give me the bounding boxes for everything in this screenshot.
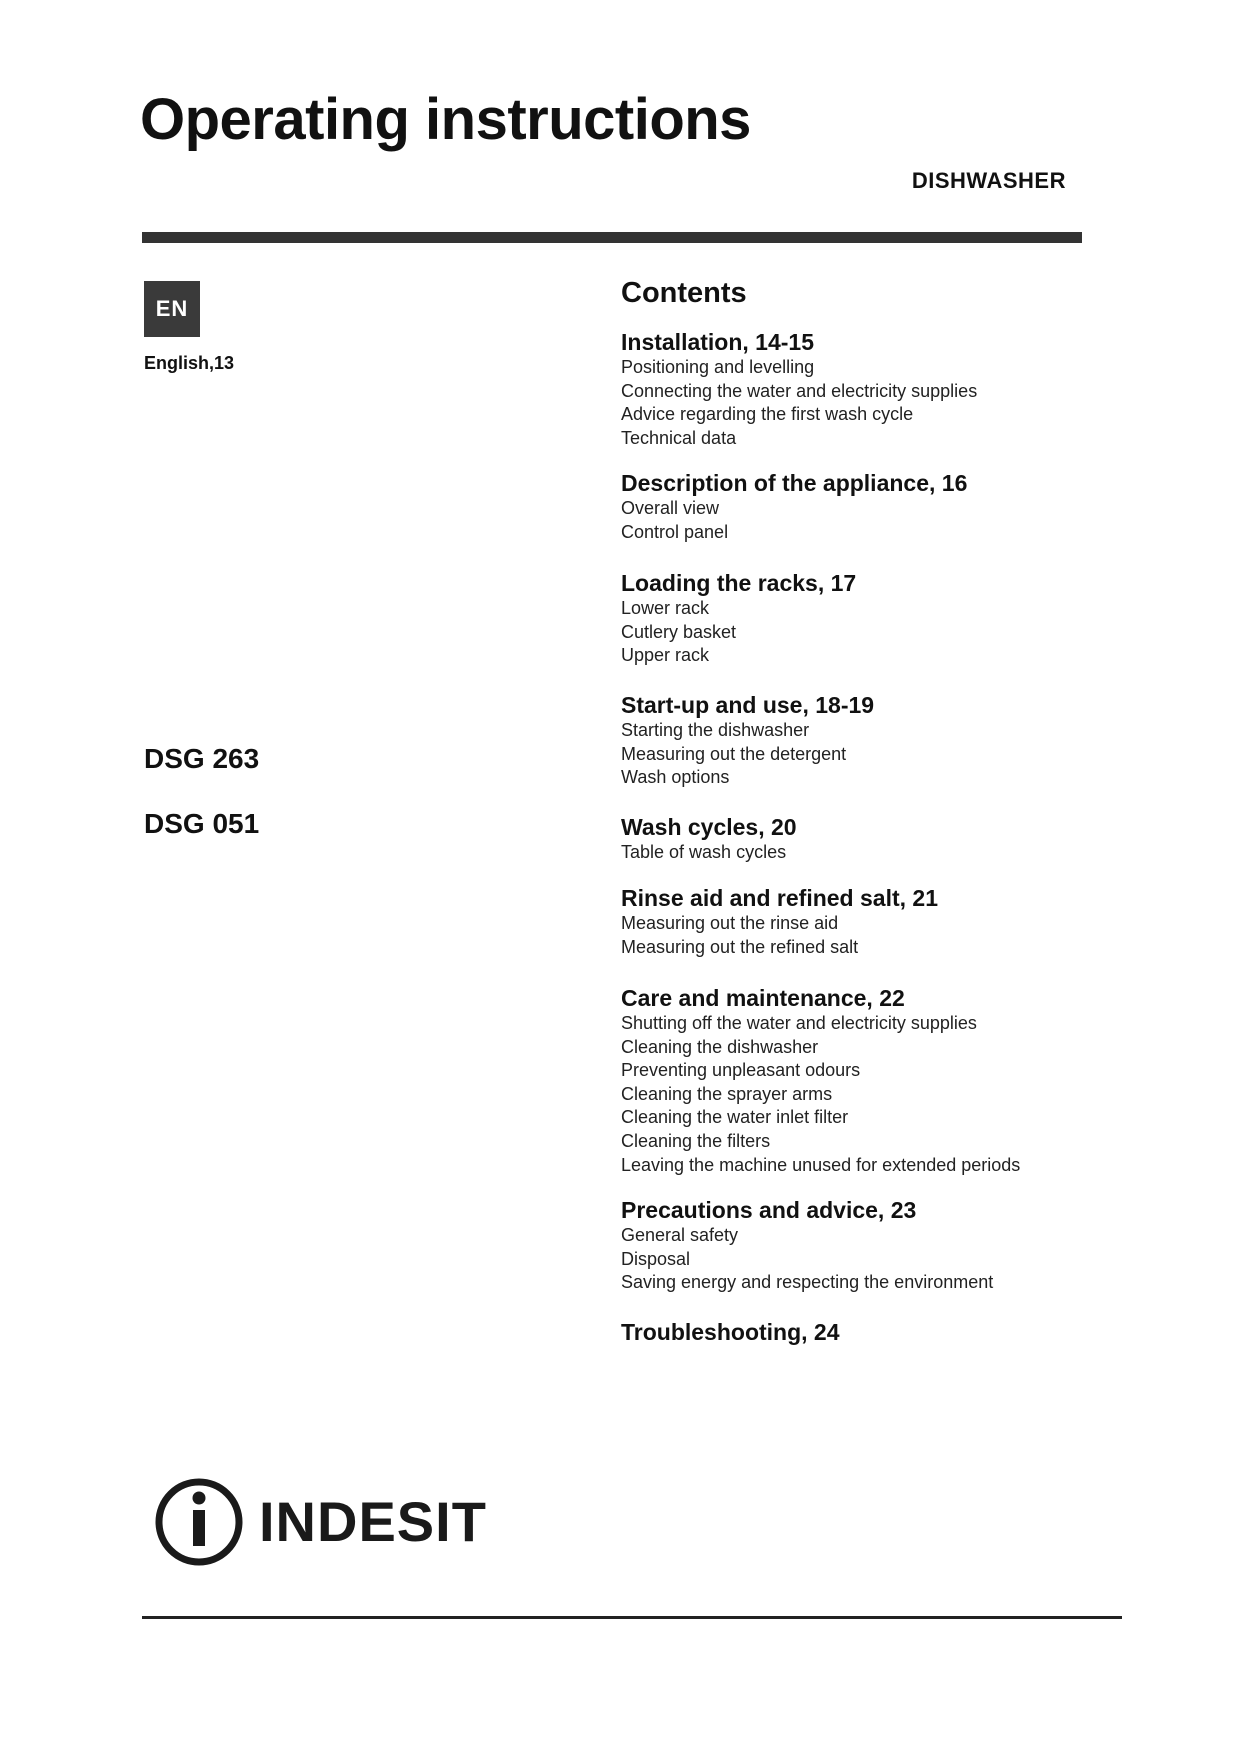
toc-section [621, 691, 1091, 790]
product-type: DISHWASHER [911, 168, 1066, 193]
toc-item: Cleaning the water inlet filter [621, 1107, 849, 1128]
toc-section [621, 1318, 1091, 1346]
toc-section [621, 884, 1091, 959]
toc-section-title: Loading the racks, 17 [621, 570, 857, 596]
toc-section-title: Wash cycles, 20 [621, 814, 797, 840]
toc-item: Cleaning the sprayer arms [621, 1083, 833, 1104]
brand-name: INDESIT [259, 1490, 487, 1553]
toc-item: Cleaning the filters [621, 1130, 771, 1151]
toc-item: Preventing unpleasant odours [621, 1060, 861, 1081]
toc-item: Table of wash cycles [621, 842, 787, 862]
language-badge: EN [144, 281, 200, 337]
toc-section [621, 569, 1091, 668]
toc-item: Shutting off the water and electricity supplies [621, 1013, 977, 1033]
toc-section-title: Rinse aid and refined salt, 21 [621, 885, 938, 911]
toc-section-title: Description of the appliance, 16 [621, 470, 968, 496]
top-divider [142, 232, 1082, 243]
toc-item: Positioning and levelling [621, 357, 815, 377]
toc-item: Advice regarding the first wash cycle [621, 404, 914, 425]
indesit-i-icon [153, 1476, 245, 1568]
toc-item: Leaving the machine unused for extended periods [621, 1154, 1021, 1175]
document-title: Operating instructions [140, 87, 751, 152]
toc-item: Cleaning the dishwasher [621, 1036, 819, 1057]
toc-item: Upper rack [621, 645, 710, 666]
toc-item: Disposal [621, 1248, 691, 1269]
toc-item: Overall view [621, 498, 720, 518]
toc-item: Measuring out the rinse aid [621, 913, 839, 933]
toc-item: Connecting the water and electricity supplies [621, 380, 978, 401]
toc-item: Cutlery basket [621, 621, 737, 642]
toc-item: Technical data [621, 427, 737, 448]
toc-section-title: Precautions and advice, 23 [621, 1197, 917, 1223]
model-number: DSG 263 [144, 743, 260, 774]
toc-section [621, 984, 1091, 1177]
toc-section [621, 813, 1091, 865]
toc-item: Lower rack [621, 598, 710, 618]
toc-item: Saving energy and respecting the environment [621, 1272, 994, 1293]
toc-item: General safety [621, 1225, 739, 1245]
model-number: DSG 051 [144, 808, 260, 839]
toc-section [621, 1196, 1091, 1295]
toc-section [621, 328, 1091, 450]
contents-heading: Contents [621, 277, 747, 309]
table-of-contents [621, 276, 1091, 1345]
toc-item: Measuring out the detergent [621, 743, 847, 764]
language-page-reference: English,13 [144, 353, 235, 373]
toc-section [621, 469, 1091, 544]
toc-item: Measuring out the refined salt [621, 936, 859, 957]
brand-logo [153, 1476, 487, 1568]
bottom-divider [142, 1616, 1122, 1619]
toc-item: Wash options [621, 767, 730, 788]
toc-section-title: Troubleshooting, 24 [621, 1319, 840, 1345]
toc-item: Control panel [621, 521, 729, 542]
toc-section-title: Care and maintenance, 22 [621, 985, 905, 1011]
toc-item: Starting the dishwasher [621, 720, 810, 740]
toc-section-title: Start-up and use, 18-19 [621, 692, 875, 718]
toc-section-title: Installation, 14-15 [621, 329, 815, 355]
